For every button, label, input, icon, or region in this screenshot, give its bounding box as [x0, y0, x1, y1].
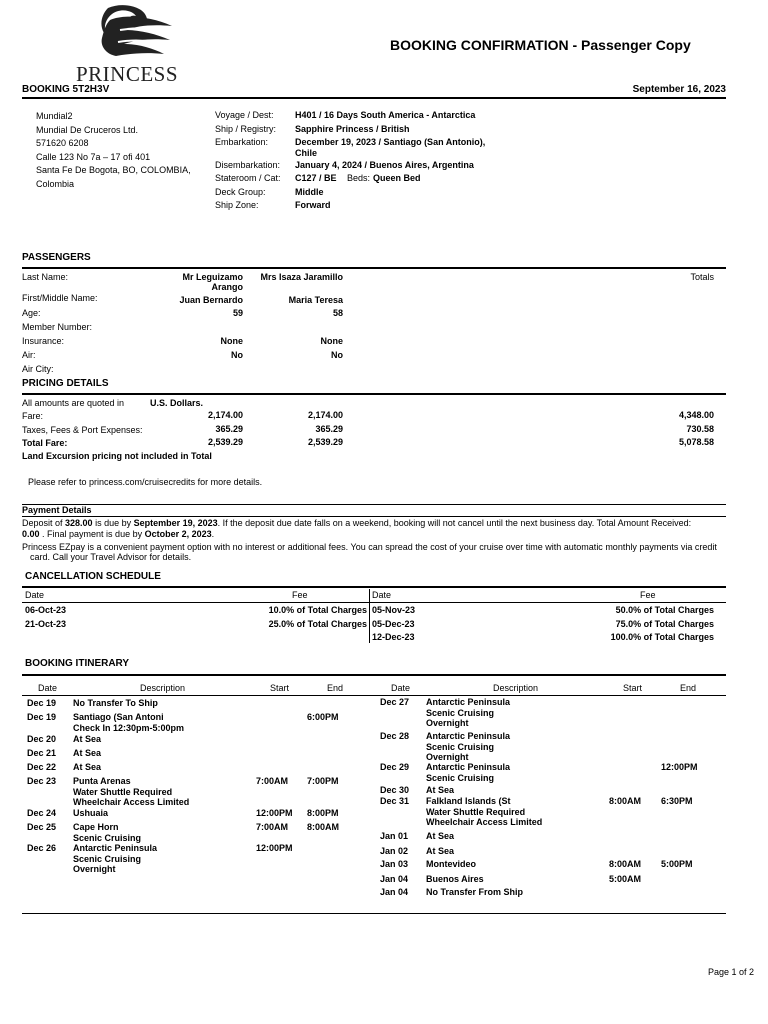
itinerary-description: Santiago (San Antoni: [73, 712, 164, 722]
ship-label: Ship / Registry:: [215, 124, 277, 134]
agency-company: Mundial De Cruceros Ltd.: [36, 124, 139, 135]
currency-value: U.S. Dollars.: [150, 398, 204, 408]
itinerary-end-time: 12:00PM: [661, 762, 698, 772]
itinerary-description: Overnight: [73, 864, 116, 874]
itinerary-start-time: 8:00AM: [609, 796, 642, 806]
itinerary-description: Antarctic Peninsula: [426, 697, 511, 707]
princess-logo: [72, 4, 182, 86]
itinerary-description: Water Shuttle Required: [426, 806, 526, 817]
cancel-date-header-left: Date: [25, 590, 45, 600]
quoted-label: All amounts are quoted in: [22, 398, 125, 408]
deck-label: Deck Group:: [215, 187, 266, 197]
payment-heading-underline: [22, 516, 726, 517]
itinerary-date: Dec 29: [380, 762, 410, 772]
itinerary-date: Jan 04: [380, 887, 409, 897]
itinerary-date: Dec 23: [27, 776, 57, 786]
cruise-credits-note: Please refer to princess.com/cruisecredits for more details.: [28, 477, 263, 487]
agency-street: Calle 123 No 7a – 17 ofi 401: [36, 151, 151, 162]
cancel-fee-header-left: Fee: [292, 590, 308, 600]
itin-end-header-right: End: [680, 683, 697, 693]
itin-date-header-right: Date: [391, 683, 411, 693]
deposit-line: [22, 518, 691, 529]
itinerary-description: Falkland Islands (St: [426, 796, 511, 806]
deposit-text-2: is due by: [92, 518, 134, 528]
totals-label: Totals: [690, 272, 714, 282]
payment-heading: Payment Details: [22, 505, 92, 515]
beds-label: Beds:: [347, 173, 371, 183]
document-title: BOOKING CONFIRMATION - Passenger Copy: [390, 37, 691, 53]
zone-value: Forward: [295, 200, 331, 210]
p1-age: 59: [232, 308, 243, 318]
voyage-value: H401 / 16 Days South America - Antarctica: [295, 110, 476, 120]
p1-taxes: 365.29: [215, 424, 243, 434]
itinerary-description: No Transfer From Ship: [426, 887, 524, 897]
cancellation-column-divider: [369, 589, 370, 643]
cancel-left-fee-1: 10.0% of Total Charges: [268, 605, 367, 615]
p1-last-name-cont: Arango: [211, 282, 243, 292]
itinerary-date: Jan 02: [380, 846, 409, 856]
passengers-divider: [22, 267, 726, 269]
p2-insurance: None: [320, 336, 343, 346]
air-label: Air:: [22, 350, 36, 360]
stateroom-label: Stateroom / Cat:: [215, 173, 281, 183]
page-number: Page 1 of 2: [707, 967, 754, 977]
total-taxes: 730.58: [686, 424, 714, 434]
ezpay-line-1: Princess EZpay is a convenient payment option with no interest or additional fees. You can spread the cost of your cruise over time with automatic monthly payments via credit: [22, 542, 717, 552]
agency-name: Mundial2: [36, 111, 73, 121]
itinerary-end-time: 7:00PM: [307, 776, 339, 786]
cancel-date-header-right: Date: [372, 590, 392, 600]
payment-divider: [22, 504, 726, 505]
itinerary-description: Scenic Cruising: [426, 707, 495, 718]
air-city-label: Air City:: [22, 364, 54, 374]
taxes-label: Taxes, Fees & Port Expenses:: [22, 425, 143, 435]
first-name-label: First/Middle Name:: [22, 293, 98, 303]
disembarkation-value: January 4, 2024 / Buenos Aires, Argentina: [295, 160, 474, 170]
itinerary-header-underline: [22, 695, 726, 696]
itinerary-start-time: 7:00AM: [256, 822, 289, 832]
itinerary-description: Scenic Cruising: [73, 832, 142, 843]
itinerary-end-time: 5:00PM: [661, 859, 693, 869]
itinerary-date: Jan 01: [380, 831, 409, 841]
disembarkation-label: Disembarkation:: [215, 160, 281, 170]
p2-air: No: [331, 350, 343, 360]
insurance-label: Insurance:: [22, 336, 65, 346]
itinerary-description: Overnight: [426, 718, 469, 728]
p1-air: No: [231, 350, 243, 360]
embarkation-value: December 19, 2023 / Santiago (San Antonio),: [295, 137, 486, 147]
land-excursion-note: Land Excursion pricing not included in Total: [22, 451, 212, 461]
itinerary-description: Antarctic Peninsula: [426, 762, 511, 772]
itinerary-description: Wheelchair Access Limited: [73, 797, 190, 807]
passengers-heading: PASSENGERS: [22, 252, 91, 263]
itinerary-description: Scenic Cruising: [426, 741, 495, 752]
deck-value: Middle: [295, 187, 324, 197]
p1-last-name: Mr Leguizamo: [182, 272, 243, 282]
itinerary-divider: [22, 674, 726, 676]
zone-label: Ship Zone:: [215, 200, 259, 210]
itinerary-description: At Sea: [73, 734, 102, 744]
beds-value: Queen Bed: [373, 173, 421, 183]
deposit-date: September 19, 2023: [133, 518, 218, 528]
itinerary-description: Water Shuttle Required: [73, 786, 173, 797]
itinerary-description: Antarctic Peninsula: [426, 731, 511, 741]
itin-desc-header-left: Description: [140, 683, 186, 693]
voyage-label: Voyage / Dest:: [215, 110, 274, 120]
ezpay-line-2: card. Call your Travel Advisor for details.: [30, 552, 192, 562]
itinerary-description: At Sea: [426, 831, 455, 841]
itinerary-end-time: 6:00PM: [307, 712, 339, 722]
itinerary-description: Overnight: [426, 752, 469, 762]
booking-number: BOOKING 5T2H3V: [22, 84, 110, 95]
cancel-right-fee-2: 75.0% of Total Charges: [615, 619, 714, 629]
itinerary-date: Dec 19: [27, 712, 57, 722]
itinerary-date: Dec 19: [27, 698, 57, 708]
itinerary-date: Dec 24: [27, 808, 57, 818]
itin-end-header-left: End: [327, 683, 344, 693]
itinerary-start-time: 5:00AM: [609, 874, 642, 884]
itinerary-description: At Sea: [426, 846, 455, 856]
cancel-left-date-1: 06-Oct-23: [25, 605, 67, 615]
p2-taxes: 365.29: [315, 424, 343, 434]
p1-insurance: None: [220, 336, 243, 346]
last-name-label: Last Name:: [22, 272, 69, 282]
p2-age: 58: [332, 308, 343, 318]
age-label: Age:: [22, 308, 41, 318]
embarkation-value-cont: Chile: [295, 148, 318, 158]
final-payment-line: [22, 529, 214, 540]
ship-value: Sapphire Princess / British: [295, 124, 410, 134]
itinerary-date: Dec 21: [27, 748, 57, 758]
cancellation-divider: [22, 586, 726, 588]
itin-desc-header-right: Description: [493, 683, 539, 693]
itinerary-description: Antarctic Peninsula: [73, 843, 158, 853]
seawitch-logo-icon: [80, 4, 176, 62]
itinerary-date: Jan 03: [380, 859, 409, 869]
p1-total: 2,539.29: [207, 437, 243, 447]
itinerary-description: Cape Horn: [73, 822, 119, 832]
itinerary-start-time: 8:00AM: [609, 859, 642, 869]
itinerary-description: At Sea: [426, 785, 455, 795]
cancel-right-fee-3: 100.0% of Total Charges: [610, 632, 714, 642]
agency-city: Santa Fe De Bogota, BO, COLOMBIA,: [36, 165, 191, 175]
p1-fare: 2,174.00: [207, 410, 243, 420]
itinerary-bottom-rule: [22, 913, 726, 914]
member-label: Member Number:: [22, 322, 93, 332]
final-payment-date: October 2, 2023: [144, 529, 212, 539]
itinerary-description: Buenos Aires: [426, 874, 484, 884]
itin-date-header-left: Date: [38, 683, 58, 693]
embarkation-label: Embarkation:: [215, 137, 269, 147]
itinerary-date: Dec 26: [27, 843, 57, 853]
itinerary-date: Dec 20: [27, 734, 57, 744]
cancel-left-fee-2: 25.0% of Total Charges: [268, 619, 367, 629]
itinerary-date: Dec 22: [27, 762, 57, 772]
total-fare-amount: 4,348.00: [678, 410, 714, 420]
header-divider: [22, 97, 726, 99]
itinerary-end-time: 8:00AM: [307, 822, 340, 832]
cancellation-header-underline: [22, 602, 726, 603]
cancel-right-date-3: 12-Dec-23: [372, 632, 415, 642]
itinerary-description: At Sea: [73, 762, 102, 772]
deposit-text-3: . If the deposit due date falls on a weekend, booking will not cancel until the next business day. Total Amount Received:: [217, 518, 692, 528]
cancel-fee-header-right: Fee: [640, 590, 656, 600]
itin-start-header-right: Start: [623, 683, 643, 693]
agency-address: [36, 110, 191, 191]
itinerary-start-time: 12:00PM: [256, 808, 293, 818]
itinerary-start-time: 7:00AM: [256, 776, 289, 786]
itinerary-date: Dec 28: [380, 731, 410, 741]
cancel-right-date-1: 05-Nov-23: [372, 605, 416, 615]
cancellation-heading: CANCELLATION SCHEDULE: [25, 571, 161, 582]
cancel-left-date-2: 21-Oct-23: [25, 619, 67, 629]
itinerary-description: Ushuaia: [73, 808, 109, 818]
itinerary-description: Punta Arenas: [73, 776, 131, 786]
itinerary-date: Dec 25: [27, 822, 57, 832]
itinerary-description: Scenic Cruising: [426, 772, 495, 783]
p2-first-name: Maria Teresa: [288, 295, 343, 305]
p2-fare: 2,174.00: [307, 410, 343, 420]
p1-first-name: Juan Bernardo: [179, 295, 243, 305]
pricing-heading: PRICING DETAILS: [22, 378, 109, 389]
p2-total: 2,539.29: [307, 437, 343, 447]
p2-last-name: Mrs Isaza Jaramillo: [260, 272, 343, 282]
logo-wordmark: PRINCESS: [75, 62, 179, 86]
itinerary-date: Dec 30: [380, 785, 410, 795]
itinerary-end-time: 8:00PM: [307, 808, 339, 818]
final-payment-text: . Final payment is due by: [39, 529, 145, 539]
cancel-right-fee-1: 50.0% of Total Charges: [615, 605, 714, 615]
cancel-right-date-2: 05-Dec-23: [372, 619, 415, 629]
itinerary-date: Dec 27: [380, 697, 410, 707]
total-fare-label: Total Fare:: [22, 438, 68, 448]
final-payment-period: .: [211, 529, 215, 539]
pricing-divider: [22, 393, 726, 395]
itin-start-header-left: Start: [270, 683, 290, 693]
deposit-text: Deposit of: [22, 518, 66, 528]
itinerary-description: At Sea: [73, 748, 102, 758]
document-date: September 16, 2023: [632, 84, 726, 95]
itinerary-description: Montevideo: [426, 859, 477, 869]
itinerary-description: Scenic Cruising: [73, 853, 142, 864]
grand-total: 5,078.58: [678, 437, 714, 447]
agency-country: Colombia: [36, 178, 75, 189]
stateroom-value: C127 / BE: [295, 173, 337, 183]
itinerary-date: Dec 31: [380, 796, 410, 806]
itinerary-date: Jan 04: [380, 874, 409, 884]
itinerary-description: No Transfer To Ship: [73, 698, 158, 708]
itinerary-heading: BOOKING ITINERARY: [25, 658, 130, 669]
fare-label: Fare:: [22, 411, 44, 421]
itinerary-description: Check In 12:30pm-5:00pm: [73, 722, 185, 733]
itinerary-start-time: 12:00PM: [256, 843, 293, 853]
deposit-amount: 328.00: [65, 518, 93, 528]
itinerary-description: Wheelchair Access Limited: [426, 817, 543, 827]
itinerary-end-time: 6:30PM: [661, 796, 693, 806]
agency-phone: 571620 6208: [36, 138, 89, 148]
amount-received: 0.00: [22, 529, 40, 539]
